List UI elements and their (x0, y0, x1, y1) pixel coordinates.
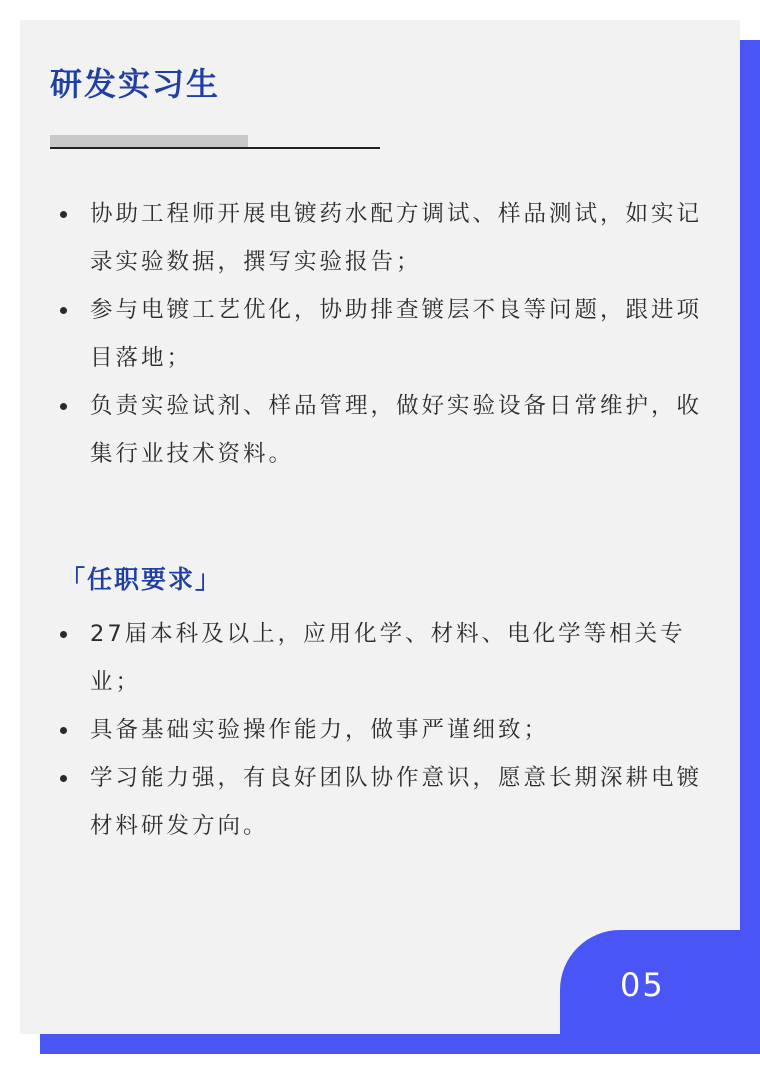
duty-item (0, 382, 710, 478)
title-underline-bar (50, 135, 248, 147)
bullet-icon (60, 307, 67, 314)
requirement-text: 学习能力强，有良好团队协作意识，愿意长期深耕电镀材料研发方向。 (90, 765, 703, 839)
requirement-item (0, 754, 710, 850)
bullet-icon (60, 727, 67, 734)
requirement-item (0, 706, 710, 754)
duty-text: 负责实验试剂、样品管理，做好实验设备日常维护，收集行业技术资料。 (90, 393, 703, 467)
bullet-icon (60, 775, 67, 782)
requirements-list (0, 610, 760, 850)
page-number: 05 (620, 966, 665, 1004)
duty-text: 参与电镀工艺优化，协助排查镀层不良等问题，跟进项目落地； (90, 297, 703, 371)
title-underline-rule (50, 147, 380, 149)
bullet-icon (60, 631, 67, 638)
bullet-icon (60, 403, 67, 410)
bullet-icon (60, 211, 67, 218)
page-title: 研发实习生 (50, 65, 221, 103)
duty-text: 协助工程师开展电镀药水配方调试、样品测试，如实记录实验数据，撰写实验报告； (90, 201, 703, 275)
content-card (20, 20, 740, 1034)
requirement-text: 27届本科及以上，应用化学、材料、电化学等相关专业； (90, 621, 686, 695)
requirements-heading: 「任职要求」 (60, 565, 223, 594)
duty-item (0, 286, 710, 382)
requirement-text: 具备基础实验操作能力，做事严谨细致； (90, 717, 550, 743)
requirement-item (0, 610, 710, 706)
duty-item (0, 190, 710, 286)
duties-list (0, 190, 760, 478)
